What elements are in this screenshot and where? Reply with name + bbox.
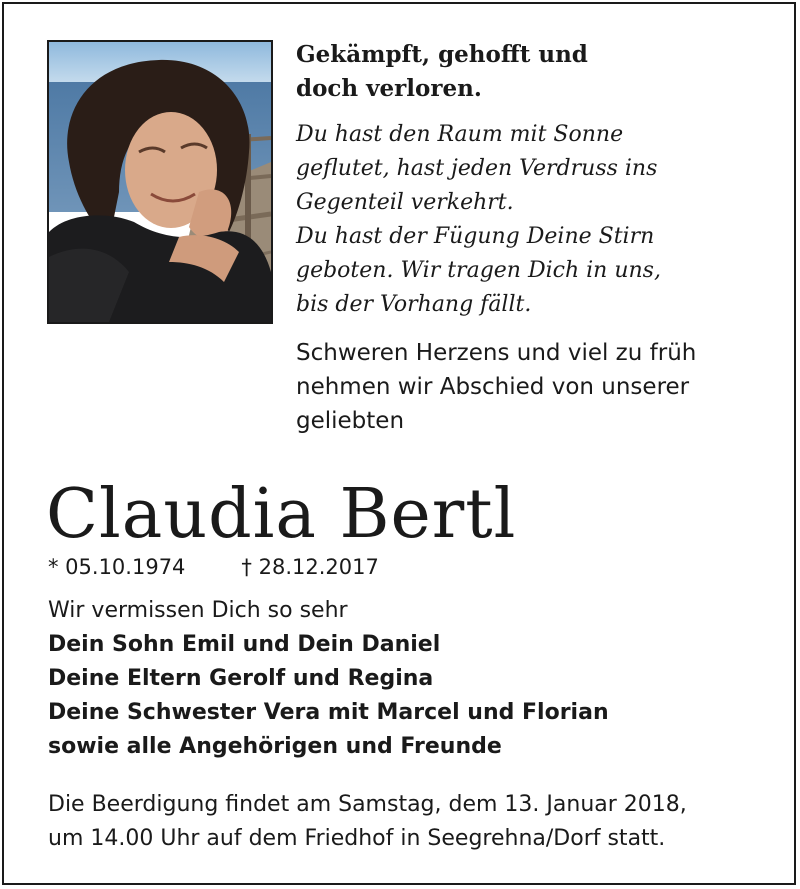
mourners <box>48 594 609 764</box>
funeral-line: Die Beerdigung findet am Samstag, dem 13. Januar 2018, <box>48 792 687 817</box>
poem-line: Du hast den Raum mit Sonne <box>296 122 624 147</box>
poem-line: Du hast der Fügung Deine Stirn <box>296 224 655 249</box>
birth-date: * 05.10.1974 <box>48 555 186 579</box>
poem-line: Gegenteil verkehrt. <box>296 190 514 215</box>
funeral-line: um 14.00 Uhr auf dem Friedhof in Seegrehna/Dorf statt. <box>48 826 666 851</box>
mourner-line: Deine Eltern Gerolf und Regina <box>48 666 434 691</box>
mourner-line: Dein Sohn Emil und Dein Daniel <box>48 632 441 657</box>
motto-line: Gekämpft, gehofft und <box>296 41 588 68</box>
portrait-photo <box>47 40 273 324</box>
intro-line: nehmen wir Abschied von unserer <box>296 374 690 400</box>
death-date: † 28.12.2017 <box>241 555 379 579</box>
motto <box>296 38 588 106</box>
mourner-line: sowie alle Angehörigen und Freunde <box>48 734 502 759</box>
poem-line: bis der Vorhang fällt. <box>296 292 532 317</box>
intro-line: Schweren Herzens und viel zu früh <box>296 340 697 366</box>
poem <box>296 118 661 322</box>
mourner-line: Deine Schwester Vera mit Marcel und Florian <box>48 700 609 725</box>
poem-line: geflutet, hast jeden Verdruss ins <box>296 156 658 181</box>
life-dates <box>48 552 379 582</box>
mourners-lead: Wir vermissen Dich so sehr <box>48 598 348 623</box>
deceased-name: Claudia Bertl <box>46 475 517 554</box>
portrait-photo-icon <box>49 42 271 322</box>
intro-line: geliebten <box>296 408 405 434</box>
funeral-notice <box>48 788 687 856</box>
poem-line: geboten. Wir tragen Dich in uns, <box>296 258 661 283</box>
obituary-frame <box>2 2 796 885</box>
intro-text <box>296 336 696 438</box>
motto-line: doch verloren. <box>296 75 482 102</box>
